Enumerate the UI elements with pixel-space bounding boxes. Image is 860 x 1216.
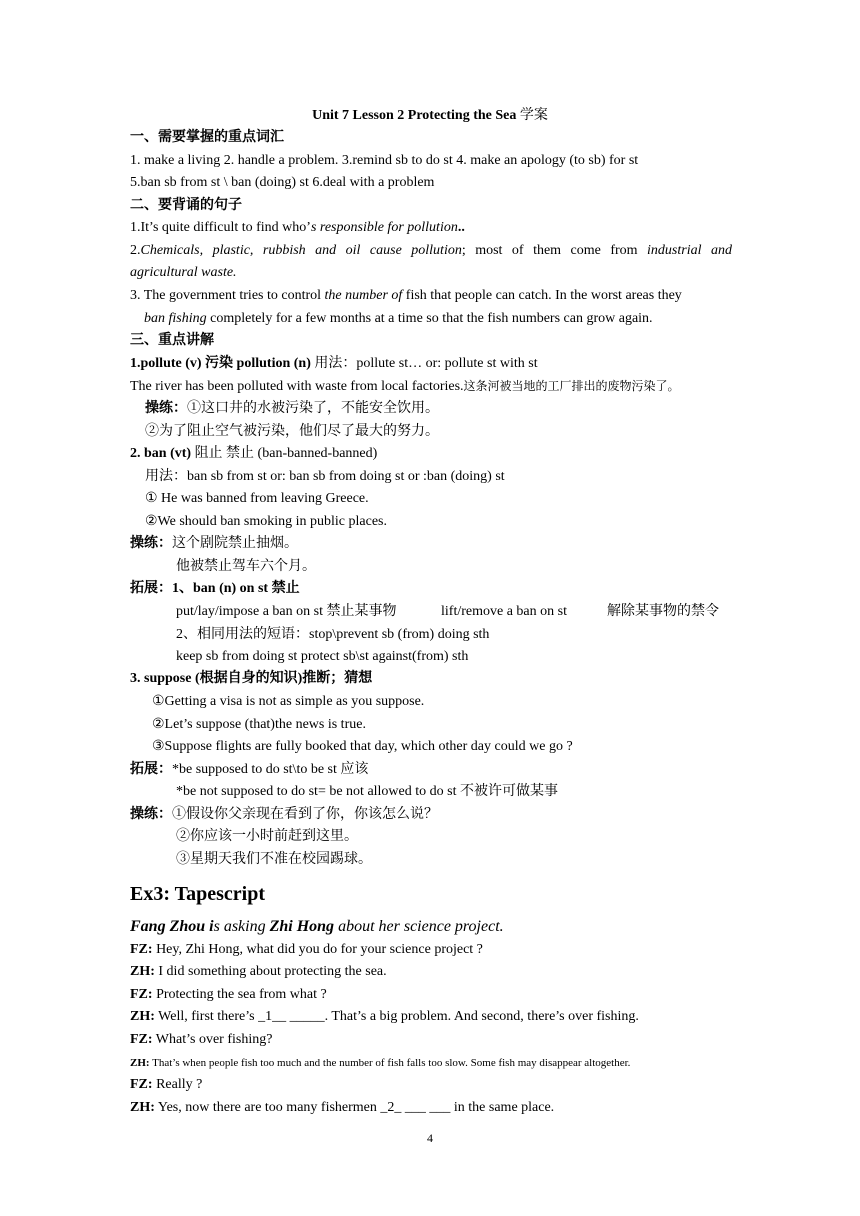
- dialogue-line: FZ: Really ?: [130, 1077, 203, 1092]
- ban-example-1: ① He was banned from leaving Greece.: [145, 491, 369, 506]
- vocab-line-1: 1. make a living 2. handle a problem. 3.remind sb to do st 4. make an apology (to sb) for st: [130, 153, 639, 168]
- page-title: Unit 7 Lesson 2 Protecting the Sea 学案: [312, 108, 548, 123]
- section-heading-sentences: 二、要背诵的句子: [130, 198, 242, 213]
- sentence-1: 1.It’s quite difficult to find who’s responsible for pollution..: [130, 220, 465, 235]
- ban-extension-2b: lift/remove a ban on st: [441, 604, 567, 619]
- point-suppose: 3. suppose (根据自身的知识)推断；猜想: [130, 671, 373, 686]
- section-heading-vocabulary: 一、需要掌握的重点词汇: [130, 130, 284, 145]
- vocab-line-2: 5.ban sb from st \ ban (doing) st 6.deal with a problem: [130, 175, 435, 190]
- dialogue-line: ZH: Well, first there’s _1__ _____. That’s a big problem. And second, there’s over fishing.: [130, 1009, 639, 1024]
- ban-extension-4: keep sb from doing st protect sb\st against(from) sth: [176, 649, 469, 664]
- pollute-practice-1: 操练：①这口井的水被污染了，不能安全饮用。: [145, 401, 439, 416]
- ban-usage: 用法：ban sb from st or: ban sb from doing st or :ban (doing) st: [145, 469, 505, 484]
- page-number: 4: [427, 1131, 433, 1145]
- ban-practice-2: 他被禁止驾车六个月。: [176, 559, 316, 574]
- dialogue-line: FZ: Protecting the sea from what ?: [130, 987, 327, 1002]
- dialogue-line: ZH: I did something about protecting the sea.: [130, 964, 387, 979]
- ban-extension-3: 2、相同用法的短语：stop\prevent sb (from) doing sth: [176, 627, 490, 642]
- ban-extension-2c: 解除某事物的禁令: [607, 604, 719, 619]
- sentence-3: 3. The government tries to control the number of fish that people can catch. In the worst areas they: [130, 288, 682, 303]
- dialogue-line: FZ: What’s over fishing?: [130, 1032, 273, 1047]
- ban-extension-2a: put/lay/impose a ban on st 禁止某事物: [176, 604, 397, 619]
- dialogue-line: FZ: Hey, Zhi Hong, what did you do for your science project ?: [130, 942, 483, 957]
- suppose-example-3: ③Suppose flights are fully booked that day, which other day could we go ?: [152, 739, 573, 754]
- sentence-3-cont: ban fishing completely for a few months at a time so that the fish numbers can grow again.: [144, 311, 653, 326]
- suppose-example-2: ②Let’s suppose (that)the news is true.: [152, 717, 366, 732]
- suppose-extension-1: 拓展：*be supposed to do st\to be st 应该: [130, 762, 369, 777]
- ban-practice-1: 操练：这个剧院禁止抽烟。: [130, 536, 298, 551]
- dialogue-line: ZH: Yes, now there are too many fishermen _2_ ___ ___ in the same place.: [130, 1100, 555, 1115]
- pollute-practice-2: ②为了阻止空气被污染，他们尽了最大的努力。: [145, 424, 439, 439]
- sentence-2-cont: agricultural waste.: [130, 265, 237, 280]
- ban-example-2: ②We should ban smoking in public places.: [145, 514, 387, 529]
- dialogue-line: ZH: That’s when people fish too much and the number of fish falls too slow. Some fish may disappear altogether.: [130, 1057, 631, 1069]
- point-pollute: 1.pollute (v) 污染 pollution (n) 用法：pollute st… or: pollute st with st: [130, 356, 538, 371]
- exercise-heading: Ex3: Tapescript: [130, 883, 266, 905]
- suppose-practice-2: ②你应该一小时前赶到这里。: [176, 829, 358, 844]
- suppose-practice-3: ③星期天我们不准在校园踢球。: [176, 852, 372, 867]
- point-ban: 2. ban (vt) 阻止 禁止 (ban-banned-banned): [130, 446, 378, 461]
- suppose-example-1: ①Getting a visa is not as simple as you suppose.: [152, 694, 425, 709]
- pollute-example: The river has been polluted with waste from local factories.这条河被当地的工厂排出的废物污染了。: [130, 379, 680, 394]
- suppose-extension-2: *be not supposed to do st= be not allowed to do st 不被许可做某事: [176, 784, 558, 799]
- section-heading-key-points: 三、重点讲解: [130, 333, 214, 348]
- exercise-subheading: Fang Zhou is asking Zhi Hong about her science project.: [130, 918, 504, 935]
- sentence-2: 2.Chemicals, plastic, rubbish and oil cause pollution; most of them come from industrial and: [130, 243, 732, 258]
- suppose-practice-1: 操练：①假设你父亲现在看到了你，你该怎么说？: [130, 807, 438, 822]
- ban-extension-1: 拓展：1、ban (n) on st 禁止: [130, 581, 300, 596]
